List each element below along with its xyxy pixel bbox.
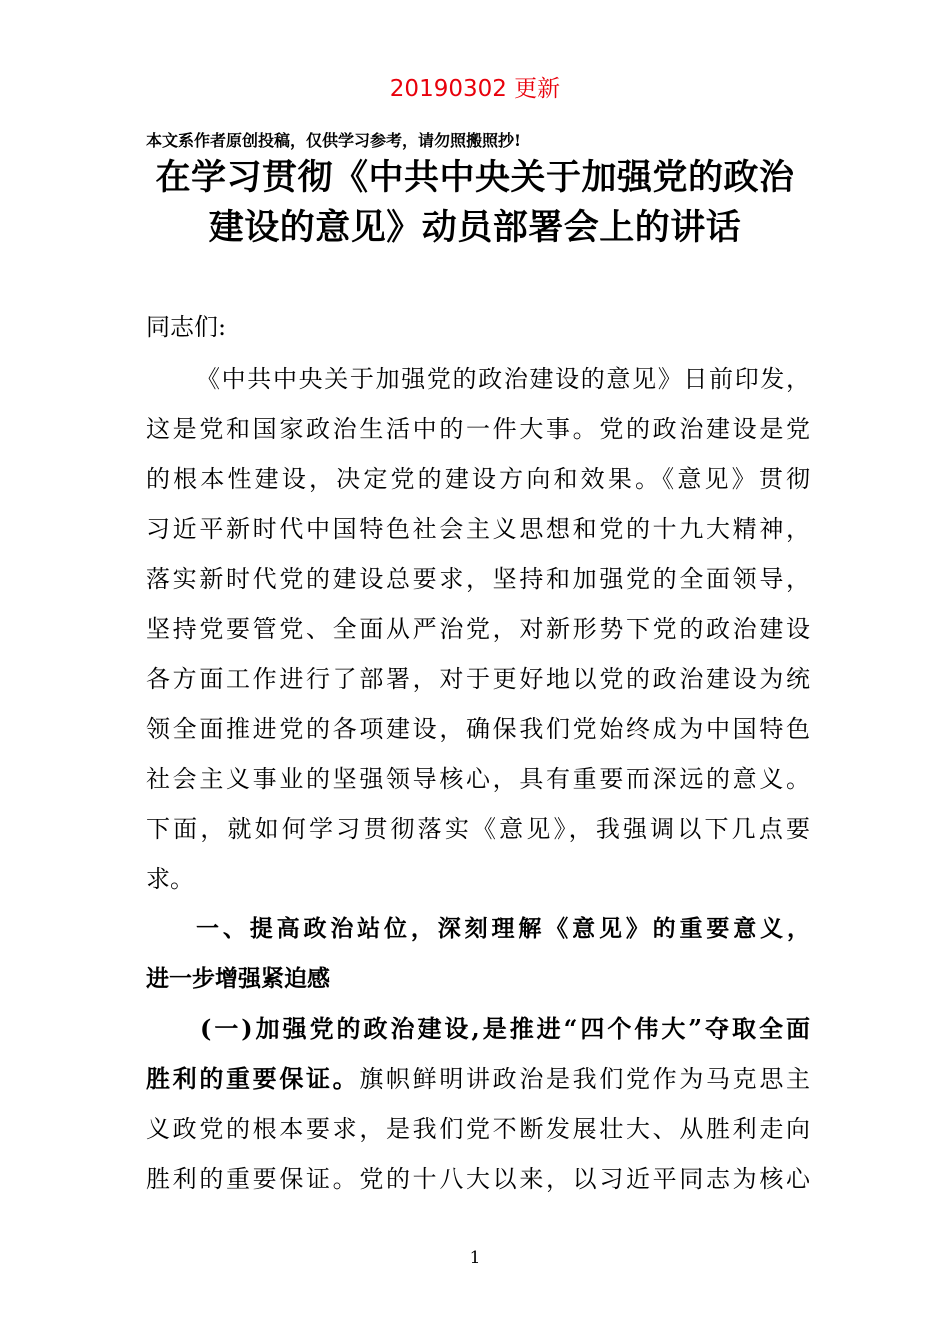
subsection-heading-line-1: (一)加强党的政治建设,是推进“四个伟大”夺取全面: [200, 1014, 810, 1043]
document-title-line-2: 建设的意见》动员部署会上的讲话: [208, 207, 742, 248]
update-date-label: 20190302 更新: [389, 76, 561, 102]
subsection-heading-line-2: 胜利的重要保证。: [146, 1064, 360, 1093]
paragraph-line: 下面，就如何学习贯彻落实《意见》，我强调以下几点要: [146, 815, 810, 843]
paragraph-line: 坚持党要管党、全面从严治党，对新形势下党的政治建设: [146, 615, 810, 643]
paragraph-line: 这是党和国家政治生活中的一件大事。党的政治建设是党: [146, 415, 810, 443]
paragraph-line: 落实新时代党的建设总要求，坚持和加强党的全面领导，: [146, 565, 810, 593]
paragraph-line: 胜利的重要保证。党的十八大以来，以习近平同志为核心: [146, 1165, 810, 1193]
paragraph-line: 习近平新时代中国特色社会主义思想和党的十九大精神，: [146, 515, 810, 543]
section-heading-line-1: 一、提高政治站位，深刻理解《意见》的重要意义，: [196, 916, 810, 942]
document-title-line-1: 在学习贯彻《中共中央关于加强党的政治: [155, 157, 795, 198]
paragraph-line: 的根本性建设，决定党的建设方向和效果。《意见》贯彻: [146, 465, 810, 493]
section-heading-line-2: 进一步增强紧迫感: [146, 966, 330, 992]
paragraph-line: 各方面工作进行了部署，对于更好地以党的政治建设为统: [146, 665, 810, 693]
paragraph-line: 领全面推进党的各项建设，确保我们党始终成为中国特色: [146, 715, 810, 743]
paragraph-line: 求。: [146, 865, 194, 893]
subsection-line-2: [146, 1062, 810, 1096]
paragraph-line: 社会主义事业的坚强领导核心，具有重要而深远的意义。: [146, 765, 810, 793]
subsection-text: 旗帜鲜明讲政治是我们党作为马克思主: [359, 1065, 811, 1093]
paragraph-line: 《中共中央关于加强党的政治建设的意见》日前印发，: [196, 365, 810, 393]
paragraph-line: 义政党的根本要求，是我们党不断发展壮大、从胜利走向: [146, 1115, 810, 1143]
author-notice: 本文系作者原创投稿，仅供学习参考，请勿照搬照抄!: [146, 131, 522, 150]
salutation: 同志们:: [146, 313, 227, 341]
page-number: 1: [469, 1248, 481, 1268]
